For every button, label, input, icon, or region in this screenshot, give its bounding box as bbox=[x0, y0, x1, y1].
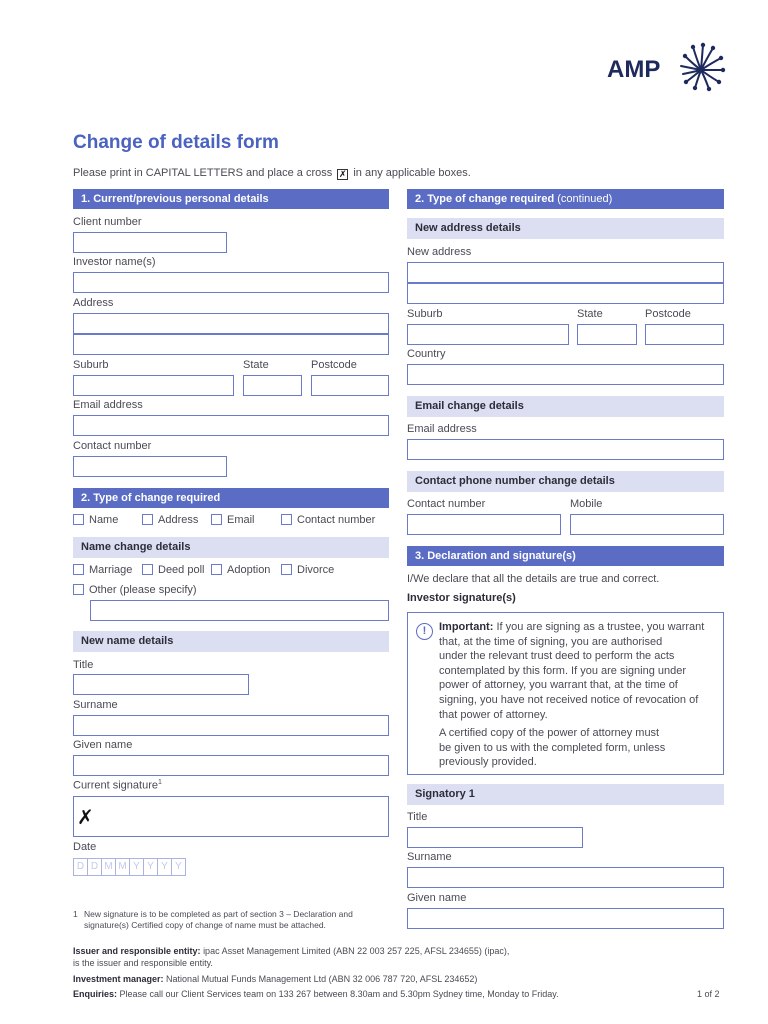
new-address-heading: New address details bbox=[407, 218, 724, 239]
postcode-label: Postcode bbox=[311, 359, 357, 371]
important-notice bbox=[407, 612, 724, 775]
new-title-field[interactable] bbox=[73, 674, 249, 695]
checkbox[interactable] bbox=[281, 514, 292, 525]
client-number-label: Client number bbox=[73, 216, 142, 228]
instructions bbox=[73, 167, 471, 180]
postcode-field[interactable] bbox=[311, 375, 389, 396]
signatory-given-name-label: Given name bbox=[407, 892, 467, 904]
change-type-email-option[interactable]: Email bbox=[211, 514, 255, 526]
important-label: Important: bbox=[439, 621, 494, 633]
signatory-surname-field[interactable] bbox=[407, 867, 724, 888]
amp-starburst-icon bbox=[673, 42, 727, 92]
new-state-label: State bbox=[577, 308, 603, 320]
new-state-field[interactable] bbox=[577, 324, 637, 345]
date-digit-box[interactable]: Y bbox=[129, 858, 144, 876]
footnote-ref: 1 bbox=[158, 779, 162, 786]
other-specify-field[interactable] bbox=[90, 600, 389, 621]
important-text: Important: If you are signing as a trustee, you warrant that, at the time of signing, you are authorised under the relevant trust deed to perform the acts contemplated by this form. If you are signing under power of attorney, you warrant that, at the time of signing, you have not received notice of revocation of that power of attorney. A certified copy of the power of attorney must be given to us with the completed form, unless previously provided. bbox=[439, 621, 705, 769]
date-label: Date bbox=[73, 841, 97, 853]
email-field[interactable] bbox=[73, 415, 389, 436]
instruction-after: in any applicable boxes. bbox=[353, 167, 471, 179]
new-address-label: New address bbox=[407, 246, 472, 258]
signatory-given-name-field[interactable] bbox=[407, 908, 724, 929]
name-change-adoption-option[interactable]: Adoption bbox=[211, 564, 270, 576]
change-type-name-option[interactable]: Name bbox=[73, 514, 118, 526]
date-field[interactable] bbox=[73, 858, 185, 876]
footnote-line-2: signature(s) Certified copy of change of name must be attached. bbox=[84, 920, 326, 930]
new-postcode-label: Postcode bbox=[645, 308, 691, 320]
cross-example-icon: ✗ bbox=[339, 169, 347, 179]
name-change-marriage-option[interactable]: Marriage bbox=[73, 564, 132, 576]
section-2-continued-title: 2. Type of change required bbox=[415, 193, 555, 205]
footer-issuer-line-2: is the issuer and responsible entity. bbox=[73, 958, 213, 968]
checkbox[interactable] bbox=[211, 514, 222, 525]
address-label: Address bbox=[73, 297, 114, 309]
signatory-title-field[interactable] bbox=[407, 827, 583, 848]
new-country-field[interactable] bbox=[407, 364, 724, 385]
checkbox[interactable] bbox=[211, 564, 222, 575]
page-number: 1 of 2 bbox=[697, 989, 720, 999]
manager-text: National Mutual Funds Management Ltd (ABN 32 006 787 720, AFSL 234652) bbox=[166, 974, 478, 984]
new-given-name-label: Given name bbox=[73, 739, 133, 751]
page-title: Change of details form bbox=[73, 132, 279, 153]
email-change-heading: Email change details bbox=[407, 396, 724, 417]
new-title-label: Title bbox=[73, 659, 94, 671]
suburb-label: Suburb bbox=[73, 359, 109, 371]
new-suburb-field[interactable] bbox=[407, 324, 569, 345]
section-1-heading: 1. Current/previous personal details bbox=[73, 189, 389, 209]
name-change-heading: Name change details bbox=[73, 537, 389, 558]
new-surname-label: Surname bbox=[73, 699, 118, 711]
name-change-divorce-option[interactable]: Divorce bbox=[281, 564, 334, 576]
new-email-field[interactable] bbox=[407, 439, 724, 460]
new-country-label: Country bbox=[407, 348, 446, 360]
footnote-line-1: New signature is to be completed as part of section 3 – Declaration and bbox=[84, 909, 353, 919]
investor-names-label: Investor name(s) bbox=[73, 256, 156, 268]
new-address-field-line-2[interactable] bbox=[407, 283, 724, 304]
signature-cross-icon: ✗ bbox=[77, 807, 94, 829]
section-2-heading: 2. Type of change required bbox=[73, 488, 389, 508]
signatory-1-heading: Signatory 1 bbox=[407, 784, 724, 805]
section-3-heading: 3. Declaration and signature(s) bbox=[407, 546, 724, 566]
new-surname-field[interactable] bbox=[73, 715, 389, 736]
change-type-address-option[interactable]: Address bbox=[142, 514, 198, 526]
footer-manager bbox=[73, 974, 477, 986]
checkbox[interactable] bbox=[73, 514, 84, 525]
declaration-text: I/We declare that all the details are true and correct. bbox=[407, 573, 660, 585]
signatory-title-label: Title bbox=[407, 811, 428, 823]
new-given-name-field[interactable] bbox=[73, 755, 389, 776]
state-label: State bbox=[243, 359, 269, 371]
checkbox[interactable] bbox=[281, 564, 292, 575]
suburb-field[interactable] bbox=[73, 375, 234, 396]
current-signature-label: Current signature$^1$ bbox=[73, 779, 162, 792]
enquiries-label: Enquiries: bbox=[73, 989, 118, 999]
checkbox[interactable] bbox=[142, 514, 153, 525]
date-digit-box[interactable]: M bbox=[101, 858, 116, 876]
new-contact-label: Contact number bbox=[407, 498, 486, 510]
issuer-label: Issuer and responsible entity: bbox=[73, 946, 201, 956]
new-suburb-label: Suburb bbox=[407, 308, 443, 320]
new-email-label: Email address bbox=[407, 423, 477, 435]
signatory-surname-label: Surname bbox=[407, 851, 452, 863]
amp-logo bbox=[607, 42, 725, 92]
new-name-heading: New name details bbox=[73, 631, 389, 652]
footnote-number: 1 bbox=[73, 909, 78, 919]
address-field-line-2[interactable] bbox=[73, 334, 389, 355]
contact-number-field[interactable] bbox=[73, 456, 227, 477]
address-field-line-1[interactable] bbox=[73, 313, 389, 334]
checkbox[interactable] bbox=[73, 564, 84, 575]
manager-label: Investment manager: bbox=[73, 974, 164, 984]
continued-suffix: (continued) bbox=[557, 193, 613, 205]
change-type-contact-option[interactable]: Contact number bbox=[281, 514, 375, 526]
brand-name: AMP bbox=[607, 56, 661, 83]
footnote bbox=[73, 909, 393, 931]
instruction-before: Please print in CAPITAL LETTERS and place a cross bbox=[73, 167, 333, 179]
investor-names-field[interactable] bbox=[73, 272, 389, 293]
state-field[interactable] bbox=[243, 375, 302, 396]
checkbox[interactable] bbox=[73, 584, 84, 595]
date-digit-box[interactable]: Y bbox=[143, 858, 158, 876]
issuer-text: ipac Asset Management Limited (ABN 22 003 257 225, AFSL 234655) (ipac), bbox=[203, 946, 510, 956]
new-contact-field[interactable] bbox=[407, 514, 561, 535]
new-address-field-line-1[interactable] bbox=[407, 262, 724, 283]
date-digit-box[interactable]: D bbox=[87, 858, 102, 876]
investor-signatures-label: Investor signature(s) bbox=[407, 592, 516, 604]
date-digit-box[interactable]: D bbox=[73, 858, 88, 876]
checkbox[interactable] bbox=[142, 564, 153, 575]
name-change-other-option[interactable]: Other (please specify) bbox=[73, 584, 197, 596]
date-digit-box[interactable]: Y bbox=[157, 858, 172, 876]
contact-number-label: Contact number bbox=[73, 440, 152, 452]
email-label: Email address bbox=[73, 399, 143, 411]
date-digit-box[interactable]: Y bbox=[171, 858, 186, 876]
footer-issuer bbox=[73, 946, 509, 958]
new-mobile-label: Mobile bbox=[570, 498, 603, 510]
new-mobile-field[interactable] bbox=[570, 514, 724, 535]
phone-change-heading: Contact phone number change details bbox=[407, 471, 724, 492]
client-number-field[interactable] bbox=[73, 232, 227, 253]
new-postcode-field[interactable] bbox=[645, 324, 724, 345]
date-digit-box[interactable]: M bbox=[115, 858, 130, 876]
info-icon: ! bbox=[416, 623, 433, 640]
name-change-deed-poll-option[interactable]: Deed poll bbox=[142, 564, 204, 576]
section-2-continued-heading bbox=[407, 189, 724, 209]
enquiries-text: Please call our Client Services team on 133 267 between 8.30am and 5.30pm Sydney time, Monday to Friday. bbox=[119, 989, 559, 999]
current-signature-field[interactable] bbox=[73, 796, 389, 837]
footer-enquiries bbox=[73, 989, 559, 1001]
